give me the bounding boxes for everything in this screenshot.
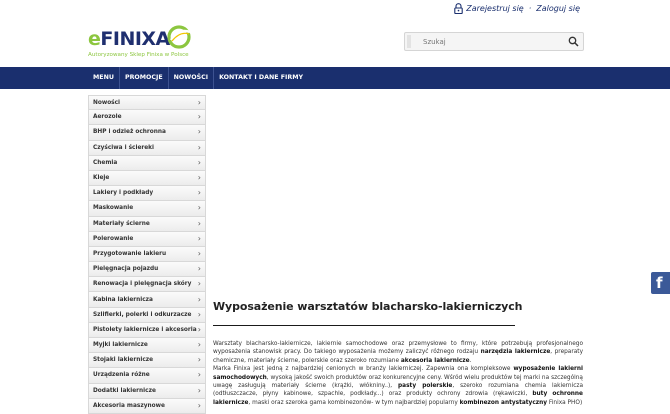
- intro-text: Warsztaty blacharsko-lakiernicze, lakiernie samochodowe oraz przemysłowe to firmy, które potrzebują profesjonalnego wyposażenia stanowisk pracy. Do takiego wyposażenia możemy zaliczyć różnego rodzaju narzędzia lakiernicze, preparaty chemiczne, materiały ścierne, polerskie oraz szeroko rozumiane akcesoria lakiernicze. Marka Finixa jest jedną z najbardziej cenionych w branży lakierniczej. Zapewnia ona kompleksowe wyposażenie lakierni samochodowych, wysoką jakość swoich produktów oraz konkurencyjne ceny. Wśród wielu produktów tej marki na szczególną uwagę zasługują materiały ścierne (krążki, włókniny..), pasty polerskie, szeroko rozumiana chemia lakiernicza (odtłuszczacze, płyny kabinowe, szpachle, podkłady...) oraz produkty ochrony zdrowia (rękawiczki, buty ochronne lakiernicze, maski oraz szeroka gama kombinezonów- w tym najbardziej popularny kombinezon antystatyczny Finixa PHO): [213, 341, 584, 406]
- sidebar-item-label: Szlifierki, polerki i odkurzacze: [93, 311, 192, 318]
- logo[interactable]: [88, 28, 198, 62]
- sidebar-item[interactable]: [88, 262, 206, 277]
- sidebar-item-label: Kabina lakiernicza: [93, 296, 153, 303]
- sidebar-item-label: Pistolety lakiernicze i akcesoria: [93, 326, 197, 333]
- chevron-right-icon: ›: [197, 97, 201, 107]
- sidebar-item[interactable]: [88, 292, 206, 307]
- sidebar-item[interactable]: [88, 141, 206, 156]
- nav-item-promocje[interactable]: PROMOCJE: [124, 74, 163, 81]
- nav-item-menu[interactable]: MENU: [93, 74, 114, 81]
- chevron-right-icon: ›: [197, 157, 201, 167]
- sidebar-item-label: Kleje: [93, 175, 110, 182]
- chevron-right-icon: ›: [197, 400, 201, 410]
- sidebar-item[interactable]: [88, 353, 206, 368]
- search-left-bar: [407, 35, 411, 48]
- chevron-right-icon: ›: [197, 203, 201, 213]
- facebook-icon: f: [656, 274, 663, 292]
- sidebar-item[interactable]: [88, 338, 206, 353]
- sidebar-item[interactable]: [88, 384, 206, 399]
- chevron-right-icon: ›: [197, 248, 201, 258]
- chevron-right-icon: ›: [197, 142, 201, 152]
- chevron-right-icon: ›: [197, 355, 201, 365]
- sidebar-item[interactable]: [88, 308, 206, 323]
- lock-icon: [454, 3, 463, 14]
- logo-tagline: Autoryzowany Sklep Finixa w Polsce: [88, 52, 189, 58]
- sidebar-item-label: Materiały ścierne: [93, 220, 150, 227]
- sidebar-item-label: Chemia: [93, 159, 118, 166]
- main-nav: [0, 67, 670, 89]
- sidebar-item-label: Dodatki lakiernicze: [93, 387, 156, 394]
- sidebar-item-label: Maskowanie: [93, 205, 134, 212]
- chevron-right-icon: ›: [197, 279, 201, 289]
- chevron-right-icon: ›: [197, 264, 201, 274]
- chevron-right-icon: ›: [197, 370, 201, 380]
- logo-wordmark: eFINIXA: [88, 28, 170, 50]
- chevron-right-icon: ›: [197, 340, 201, 350]
- sidebar-item-label: Urządzenia różne: [93, 372, 150, 379]
- nav-item-kontakt[interactable]: KONTAKT I DANE FIRMY: [219, 74, 304, 81]
- sidebar-item-label: BHP i odzież ochronna: [93, 129, 166, 136]
- sidebar-item[interactable]: [88, 232, 206, 247]
- search-input[interactable]: [423, 35, 553, 49]
- sidebar-item-label: Polerowanie: [93, 235, 134, 242]
- facebook-tab[interactable]: [651, 272, 670, 294]
- sidebar-item-label: Stojaki lakiernicze: [93, 357, 154, 364]
- chevron-right-icon: ›: [197, 233, 201, 243]
- category-sidebar: [88, 95, 206, 414]
- sidebar-item-label: Pielęgnacja pojazdu: [93, 266, 159, 273]
- sidebar-item[interactable]: [88, 156, 206, 171]
- sidebar-item-label: Czyściwa i ściereki: [93, 144, 155, 151]
- sidebar-item[interactable]: [88, 201, 206, 216]
- chevron-right-icon: ›: [197, 127, 201, 137]
- sidebar-item-label: Renowacja i pielęgnacja skóry: [93, 281, 192, 288]
- sidebar-item[interactable]: [88, 95, 206, 110]
- login-link[interactable]: Zaloguj się: [536, 4, 580, 13]
- chevron-right-icon: ›: [197, 385, 201, 395]
- title-divider: [213, 325, 515, 326]
- sidebar-item[interactable]: [88, 217, 206, 232]
- chevron-right-icon: ›: [197, 218, 201, 228]
- search-icon[interactable]: [568, 36, 579, 47]
- sidebar-item[interactable]: [88, 247, 206, 262]
- sidebar-item[interactable]: [88, 186, 206, 201]
- sidebar-item-label: Nowości: [93, 99, 121, 106]
- sidebar-item[interactable]: [88, 368, 206, 383]
- separator: ·: [528, 4, 532, 13]
- sidebar-item-label: Myjki lakiernicze: [93, 342, 148, 349]
- logo-swoosh-icon: [166, 24, 192, 50]
- chevron-right-icon: ›: [197, 188, 201, 198]
- chevron-right-icon: ›: [197, 294, 201, 304]
- chevron-right-icon: ›: [197, 324, 201, 334]
- sidebar-item-label: Lakiery i podkłady: [93, 190, 154, 197]
- chevron-right-icon: ›: [197, 173, 201, 183]
- nav-item-nowosci[interactable]: NOWOŚCI: [173, 74, 209, 81]
- sidebar-item[interactable]: [88, 125, 206, 140]
- register-link[interactable]: Zarejestruj się: [466, 4, 524, 13]
- chevron-right-icon: ›: [197, 112, 201, 122]
- sidebar-item-label: Przygotowanie lakieru: [93, 250, 167, 257]
- sidebar-item[interactable]: [88, 110, 206, 125]
- sidebar-item[interactable]: [88, 277, 206, 292]
- sidebar-item[interactable]: [88, 399, 206, 414]
- chevron-right-icon: ›: [197, 309, 201, 319]
- account-links: [454, 3, 580, 14]
- sidebar-item-label: Aerozole: [93, 114, 122, 121]
- sidebar-item-label: Akcesoria maszynowe: [93, 402, 165, 409]
- search-box: [404, 32, 584, 51]
- sidebar-item[interactable]: [88, 323, 206, 338]
- sidebar-item[interactable]: [88, 171, 206, 186]
- page-title: Wyposażenie warsztatów blacharsko-lakierniczych: [213, 300, 523, 313]
- main-content: [213, 300, 583, 407]
